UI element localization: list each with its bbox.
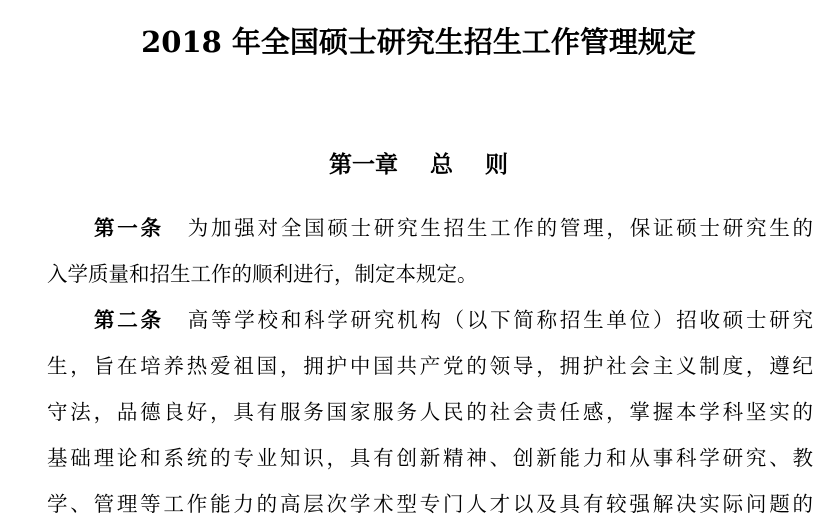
article-1-number: 第一条 [94,216,164,240]
article-2-line-2: 生，旨在培养热爱祖国，拥护中国共产党的领导，拥护社会主义制度，遵纪 [47,354,813,378]
article-2-line-3: 守法，品德良好，具有服务国家服务人民的社会责任感，掌握本学科坚实的 [47,400,813,424]
article-1-line-1 [94,205,813,251]
article-1-line-2: 入学质量和招生工作的顺利进行，制定本规定。 [47,262,478,286]
article-1-text-1: 为加强对全国硕士研究生招生工作的管理，保证硕士研究生的 [187,216,813,240]
article-2-line-5: 学、管理等工作能力的高层次学术型专门人才以及具有较强解决实际问题的 [47,492,813,516]
document-title: 2018 年全国硕士研究生招生工作管理规定 [141,25,696,59]
article-2-line-1 [94,297,813,343]
article-2-text-1: 高等学校和科学研究机构（以下简称招生单位）招收硕士研究 [187,308,813,332]
article-2-line-4: 基础理论和系统的专业知识，具有创新精神、创新能力和从事科学研究、教 [47,446,813,470]
article-2-number: 第二条 [94,308,164,332]
chapter-heading: 第一章 总 则 [328,151,509,178]
